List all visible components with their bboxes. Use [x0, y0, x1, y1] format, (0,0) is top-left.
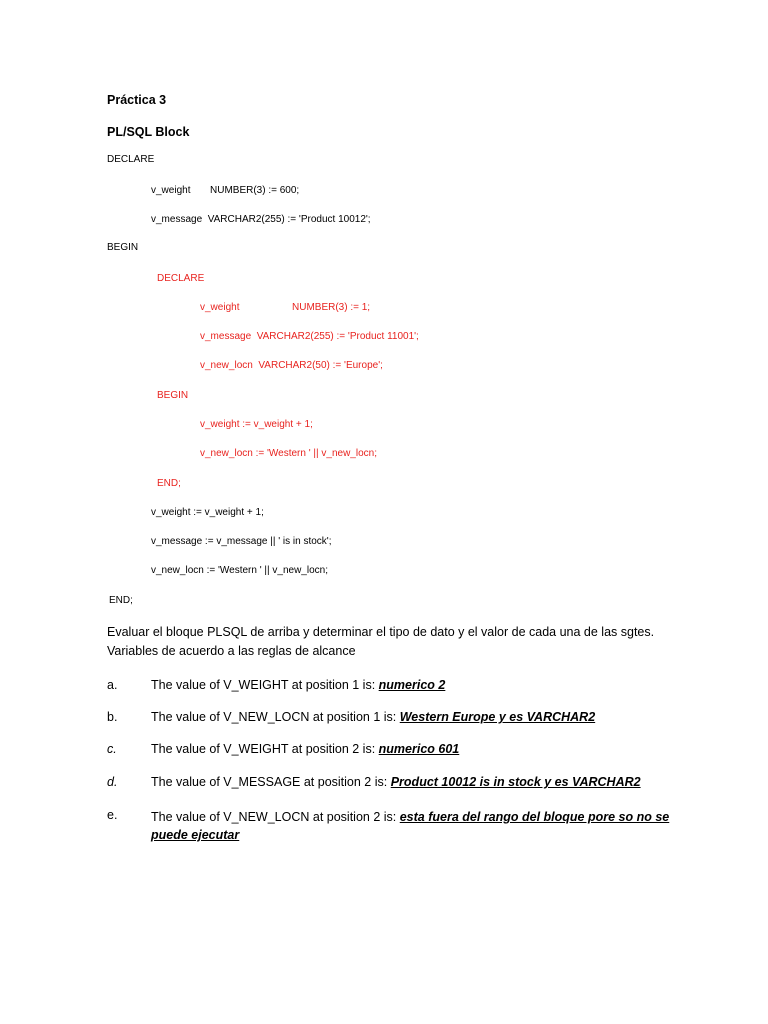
answer-text: Product 10012 is in stock y es VARCHAR2: [390, 775, 641, 789]
code-outer-stmt1: v_weight := v_weight + 1;: [151, 507, 264, 518]
code-inner-stmt1: v_weight := v_weight + 1;: [200, 419, 313, 430]
answer-text: esta fuera del rango del bloque pore so no se puede ejecutar: [151, 810, 670, 842]
question-text: The value of V_MESSAGE at position 2 is:: [151, 775, 391, 789]
code-inner-begin: BEGIN: [157, 390, 189, 401]
instructions-line-2: Variables de acuerdo a las reglas de alcance: [107, 644, 356, 658]
code-inner-stmt2: v_new_locn := 'Western ' || v_new_locn;: [200, 448, 377, 459]
code-outer-stmt2: v_message := v_message || ' is in stock';: [151, 536, 332, 547]
code-inner-message: v_message VARCHAR2(255) := 'Product 11001';: [200, 331, 419, 342]
page-subtitle: PL/SQL Block: [107, 125, 190, 139]
question-letter: b.: [107, 710, 118, 724]
question-c: [151, 742, 459, 756]
question-text: The value of V_WEIGHT at position 1 is:: [151, 678, 379, 692]
answer-text: Western Europe y es VARCHAR2: [399, 710, 596, 724]
code-outer-stmt3: v_new_locn := 'Western ' || v_new_locn;: [151, 565, 328, 576]
question-e: [151, 808, 671, 844]
code-inner-declare: DECLARE: [157, 273, 205, 284]
question-text: The value of V_NEW_LOCN at position 2 is:: [151, 810, 400, 824]
code-outer-begin: BEGIN: [107, 242, 139, 253]
question-letter: d.: [107, 775, 118, 789]
code-inner-locn: v_new_locn VARCHAR2(50) := 'Europe';: [200, 360, 383, 371]
page-title: Práctica 3: [107, 93, 167, 107]
question-text: The value of V_NEW_LOCN at position 1 is:: [151, 710, 400, 724]
instructions: [107, 623, 667, 661]
question-letter: c.: [107, 742, 117, 756]
code-outer-end: END;: [109, 595, 133, 606]
answer-text: numerico 2: [378, 678, 446, 692]
code-outer-message: v_message VARCHAR2(255) := 'Product 10012';: [151, 214, 371, 225]
code-inner-weight-decl: NUMBER(3) := 1;: [292, 302, 371, 313]
code-outer-declare: DECLARE: [107, 154, 155, 165]
question-letter: e.: [107, 808, 118, 822]
question-b: [151, 710, 595, 724]
code-outer-weight-decl: NUMBER(3) := 600;: [210, 185, 300, 196]
answer-text: numerico 601: [378, 742, 460, 756]
question-text: The value of V_WEIGHT at position 2 is:: [151, 742, 379, 756]
question-a: [151, 678, 445, 692]
question-letter: a.: [107, 678, 118, 692]
code-outer-weight-name: v_weight: [151, 185, 191, 196]
question-d: [151, 775, 641, 789]
code-inner-end: END;: [157, 478, 181, 489]
code-inner-weight-name: v_weight: [200, 302, 240, 313]
instructions-line-1: Evaluar el bloque PLSQL de arriba y determinar el tipo de dato y el valor de cada una de las sgtes.: [107, 625, 655, 639]
